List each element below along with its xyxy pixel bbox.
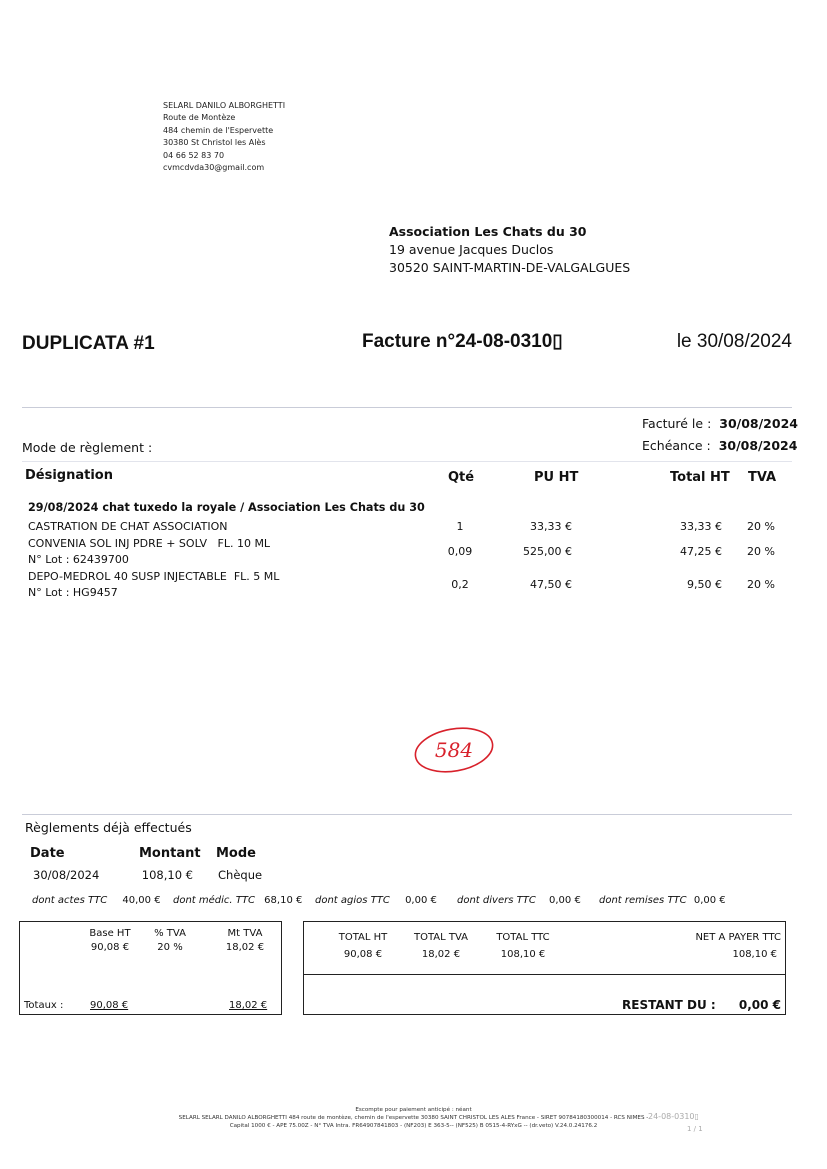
facture-date-row <box>642 416 798 431</box>
breakdown-value: 68,10 € <box>264 895 303 906</box>
table-row-total: 33,33 € <box>680 520 722 533</box>
total-tva-header: TOTAL TVA <box>413 932 469 943</box>
breakdown-divers <box>457 895 581 906</box>
divider <box>22 407 792 408</box>
breakdown-remises <box>599 895 726 906</box>
sender-address-3: 30380 St Christol les Alès <box>163 138 266 148</box>
table-row-tva: 20 % <box>747 578 775 591</box>
vat-totals-label: Totaux : <box>24 1000 64 1011</box>
vat-totals-base: 90,08 € <box>90 1000 129 1011</box>
table-row-tva: 20 % <box>747 545 775 558</box>
breakdown-label: dont agios TTC <box>315 895 390 906</box>
footer <box>0 1106 827 1130</box>
echeance-date: 30/08/2024 <box>718 438 798 453</box>
net-a-payer-header: NET A PAYER TTC <box>695 932 781 943</box>
breakdown-value: 0,00 € <box>405 895 437 906</box>
table-row-total: 9,50 € <box>687 578 722 591</box>
vat-rate-value: 20 % <box>157 942 183 953</box>
footer-ref: 24-08-0310▯ <box>648 1112 699 1121</box>
duplicata-title: DUPLICATA #1 <box>22 333 155 354</box>
footer-line-2: SELARL SELARL DANILO ALBORGHETTI 484 route de montèze, chemin de l'espervette 30380 SAINT CHRISTOL LES ALES France - SIRET 90784180300014 - RCS NIMES - <box>178 1115 649 1121</box>
net-a-payer-value: 108,10 € <box>732 949 777 960</box>
facture-label: Facturé le : <box>642 416 712 431</box>
table-row-qty: 0,09 <box>447 545 473 558</box>
footer-page: 1 / 1 <box>687 1125 703 1133</box>
payment-mode-label: Mode de règlement : <box>22 440 153 455</box>
sender-block <box>163 100 285 174</box>
table-row-lot: N° Lot : 62439700 <box>28 553 129 566</box>
total-ht-value: 90,08 € <box>343 949 383 960</box>
vat-rate-header: % TVA <box>154 928 186 939</box>
payment-mode: Chèque <box>218 868 263 882</box>
col-pu-header: PU HT <box>534 470 579 485</box>
payments-amount-header: Montant <box>139 846 201 861</box>
sender-name: SELARL DANILO ALBORGHETTI <box>163 101 286 110</box>
table-row-lot: N° Lot : HG9457 <box>28 586 118 599</box>
sender-address-2: 484 chemin de l'Espervette <box>163 125 274 135</box>
vat-amount-value: 18,02 € <box>225 942 265 953</box>
echeance-label: Echéance : <box>642 438 711 453</box>
invoice-number: Facture n°24-08-0310▯ <box>362 331 563 352</box>
breakdown-label: dont actes TTC <box>32 895 108 906</box>
table-row-pu: 47,50 € <box>530 578 572 591</box>
col-total-header: Total HT <box>670 470 730 485</box>
vat-base-header: Base HT <box>89 928 131 939</box>
total-ttc-value: 108,10 € <box>500 949 546 960</box>
col-tva-header: TVA <box>748 470 777 485</box>
recipient-street: 19 avenue Jacques Duclos <box>389 242 554 257</box>
vat-box <box>19 921 282 1015</box>
table-row-tva: 20 % <box>747 520 775 533</box>
recipient-city: 30520 SAINT-MARTIN-DE-VALGALGUES <box>389 260 631 275</box>
payments-mode-header: Mode <box>216 846 256 861</box>
breakdown-medic <box>173 895 302 906</box>
breakdown-label: dont divers TTC <box>457 895 536 906</box>
total-ht-header: TOTAL HT <box>338 932 388 943</box>
breakdown-label: dont médic. TTC <box>173 895 255 906</box>
divider <box>22 461 792 462</box>
divider <box>22 814 792 815</box>
divider <box>304 974 785 975</box>
payment-amount: 108,10 € <box>141 868 193 882</box>
vat-base-value: 90,08 € <box>90 942 130 953</box>
sender-email: cvmcdvda30@gmail.com <box>163 163 265 173</box>
table-row-designation: CONVENIA SOL INJ PDRE + SOLV FL. 10 ML <box>28 537 271 550</box>
breakdown-value: 40,00 € <box>122 895 161 906</box>
table-row-designation: CASTRATION DE CHAT ASSOCIATION <box>28 520 228 533</box>
vat-totals-amount: 18,02 € <box>229 1000 268 1011</box>
payments-date-header: Date <box>30 846 65 861</box>
handwritten-stamp <box>412 725 498 779</box>
total-ttc-header: TOTAL TTC <box>496 932 550 943</box>
recipient-name: Association Les Chats du 30 <box>389 224 587 239</box>
breakdown-label: dont remises TTC <box>599 895 687 906</box>
totals-box <box>303 921 786 1015</box>
circle-stamp-icon <box>412 725 498 775</box>
echeance-row <box>642 438 797 453</box>
table-row-designation: DEPO-MEDROL 40 SUSP INJECTABLE FL. 5 ML <box>28 570 280 583</box>
vat-amount-header: Mt TVA <box>227 928 263 939</box>
col-qty-header: Qté <box>448 470 475 485</box>
col-designation-header: Désignation <box>25 468 113 483</box>
footer-line-1: Escompte pour paiement anticipé : néant <box>355 1107 472 1113</box>
breakdown-value: 0,00 € <box>549 895 581 906</box>
sender-address-1: Route de Montèze <box>163 113 236 123</box>
facture-date: 30/08/2024 <box>719 416 798 431</box>
sender-phone: 04 66 52 83 70 <box>163 150 225 160</box>
table-row-qty: 1 <box>456 520 464 533</box>
invoice-date: le 30/08/2024 <box>676 331 792 352</box>
breakdown-actes <box>32 895 161 906</box>
payments-title: Règlements déjà effectués <box>25 820 192 835</box>
table-row-pu: 33,33 € <box>530 520 572 533</box>
restant-du-label: RESTANT DU : <box>622 998 716 1012</box>
table-row-total: 47,25 € <box>680 545 722 558</box>
restant-du-value: 0,00 € <box>738 998 781 1012</box>
table-row-pu: 525,00 € <box>523 545 572 558</box>
breakdown-agios <box>315 895 437 906</box>
breakdown-value: 0,00 € <box>693 895 726 906</box>
table-row-qty: 0,2 <box>451 578 469 591</box>
footer-line-3: Capital 1000 € - APE 75.00Z - N° TVA Intra. FR64907841803 - (NF203) E 363-5-- (NF525) B 0515-4-RYxG -- (dr.veto) V.24.0.24176.2 <box>229 1123 598 1129</box>
total-tva-value: 18,02 € <box>421 949 461 960</box>
payment-date: 30/08/2024 <box>33 868 100 882</box>
recipient-block <box>389 223 630 277</box>
table-group-title: 29/08/2024 chat tuxedo la royale / Association Les Chats du 30 <box>28 501 425 514</box>
stamp-text: 584 <box>434 738 474 762</box>
